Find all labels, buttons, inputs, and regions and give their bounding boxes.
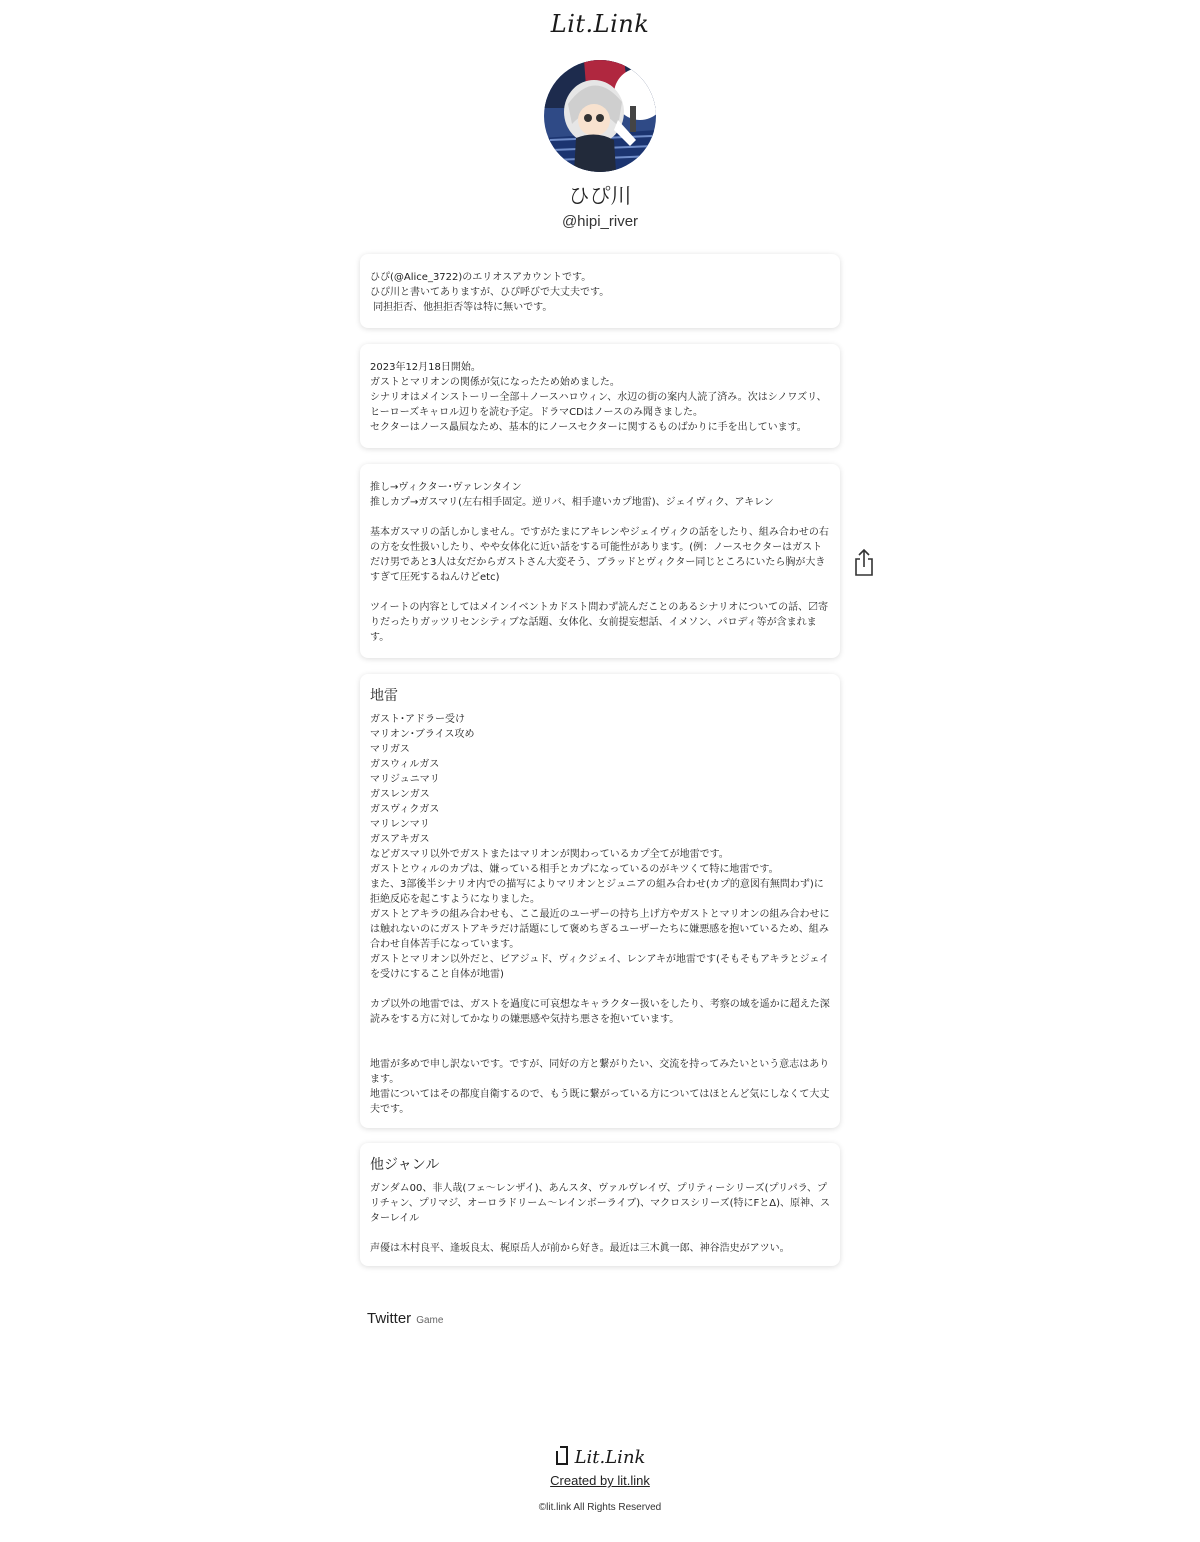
profile-handle: @hipi_river — [561, 213, 639, 230]
copyright-text: ©lit.link All Rights Reserved — [538, 1502, 662, 1513]
profile-text-card — [360, 344, 840, 448]
card-text: 推し→ヴィクター･ヴァレンタイン 推しカプ→ガスマリ(左右相手固定。逆リバ、相手違いカプ地雷)、ジェイヴィク、アキレン 基本ガスマリの話しかしません。ですがたまにアキレンやジェイヴィクの話をしたり、組み合わせの右の方を女性扱いしたり、やや女体化に近い話をする可能性があります。(例：ノースセクターはガストだけ男であと3人は女だからガストさん大変そう、ブラッドとヴィクター同じところにいたら胸が大きすぎて圧死するねんけどetc) ツイートの内容としてはメインイベントカドスト問わず読んだことのあるシナリオについての話、〼寄りだったりガッツリセンシティブな話題、女体化、女前提妄想話、イメソン、パロディ等が含まれます。 — [370, 482, 829, 643]
created-by-link[interactable] — [0, 1473, 1200, 1488]
profile-text-card — [360, 1143, 840, 1266]
profile-text-card — [360, 464, 840, 658]
footer-logo-text: Lit.Link — [574, 1446, 646, 1468]
profile-name: ひぴ川 — [568, 184, 632, 208]
footer-logo[interactable] — [0, 1445, 1200, 1469]
card-text: ガスト･アドラー受け マリオン･ブライス攻め マリガス ガスウィルガス マリジュニマリ ガスレンガス ガスヴィクガス マリレンマリ ガスアキガス などガスマリ以外でガストまたはマリオンが関わっているカプ全てが地雷です。 ガストとウィルのカプは、嫌っている相手とカプになっているのがキツくて特に地雷です。 また、3部後半シナリオ内での描写によりマリオンとジュニアの組み合わせ(カプ的意図有無問わず)に拒絶反応を起こすようになりました。 ガストとアキラの組み合わせも、ここ最近のユーザーの持ち上げ方やガストとマリオンの組み合わせには触れないのにガストアキラだけ話題にして褒めちぎるユーザーたちに嫌悪感を抱いているため、組み合わせ自体苦手になっています。 ガストとマリオン以外だと、ビアジュド、ヴィクジェイ、レンアキが地雷です(そもそもアキラとジェイを受けにすること自体が地雷) カプ以外の地雷では、ガストを過度に可哀想なキャラクター扱いをしたり、考察の域を遥かに超えた深読みをする方に対してかなりの嫌悪感や気持ち悪さを抱いています。 地雷が多めで申し訳ないです。ですが、同好の方と繋がりたい、交流を持ってみたいという意志はあります。 地雷についてはその都度自衛するので、もう既に繋がっている方についてはほとんど気にしなくて大丈夫です。 — [370, 714, 830, 1115]
card-title: 他ジャンル — [370, 1157, 440, 1173]
created-by-text[interactable]: Created by lit.link — [550, 1473, 650, 1488]
profile-text-card — [360, 254, 840, 328]
profile-text-card — [360, 674, 840, 1128]
lit-link-logo-icon — [555, 1445, 569, 1469]
share-icon[interactable] — [853, 547, 875, 577]
card-title: 地雷 — [370, 688, 398, 704]
site-logo[interactable]: Lit.Link — [550, 10, 650, 38]
card-text: ひぴ(@Alice_3722)のエリオスアカウントです。 ひぴ川と書いてありますが、ひぴ呼びで大丈夫です。 同担拒否、他担拒否等は特に無いです。 — [370, 272, 610, 313]
link-item-twitter[interactable] — [367, 1310, 443, 1330]
link-tag: Game — [416, 1315, 444, 1326]
avatar — [544, 60, 656, 172]
link-label[interactable]: Twitter — [367, 1310, 412, 1327]
card-text: 2023年12月18日開始。 ガストとマリオンの関係が気になったため始めました。 シナリオはメインストーリー全部＋ノースハロウィン、水辺の街の案内人読了済み。次はシノワズリ、ヒーローズキャロル辺りを読む予定。ドラマCDはノースのみ聞きました。 セクターはノース贔屓なため、基本的にノースセクターに関するものばかりに手を出しています。 — [370, 362, 827, 433]
card-text: ガンダム00、非人哉(フェ〜レンザイ)、あんスタ、ヴァルヴレイヴ、プリティーシリーズ(プリパラ、プリチャン、プリマジ、オーロラドリーム〜レインボーライブ)、マクロスシリーズ(特にFとΔ)、原神、スターレイル 声優は木村良平、逢坂良太、梶原岳人が前から好き。最近は三木眞一郎、神谷浩史がアツい。 — [370, 1183, 830, 1254]
